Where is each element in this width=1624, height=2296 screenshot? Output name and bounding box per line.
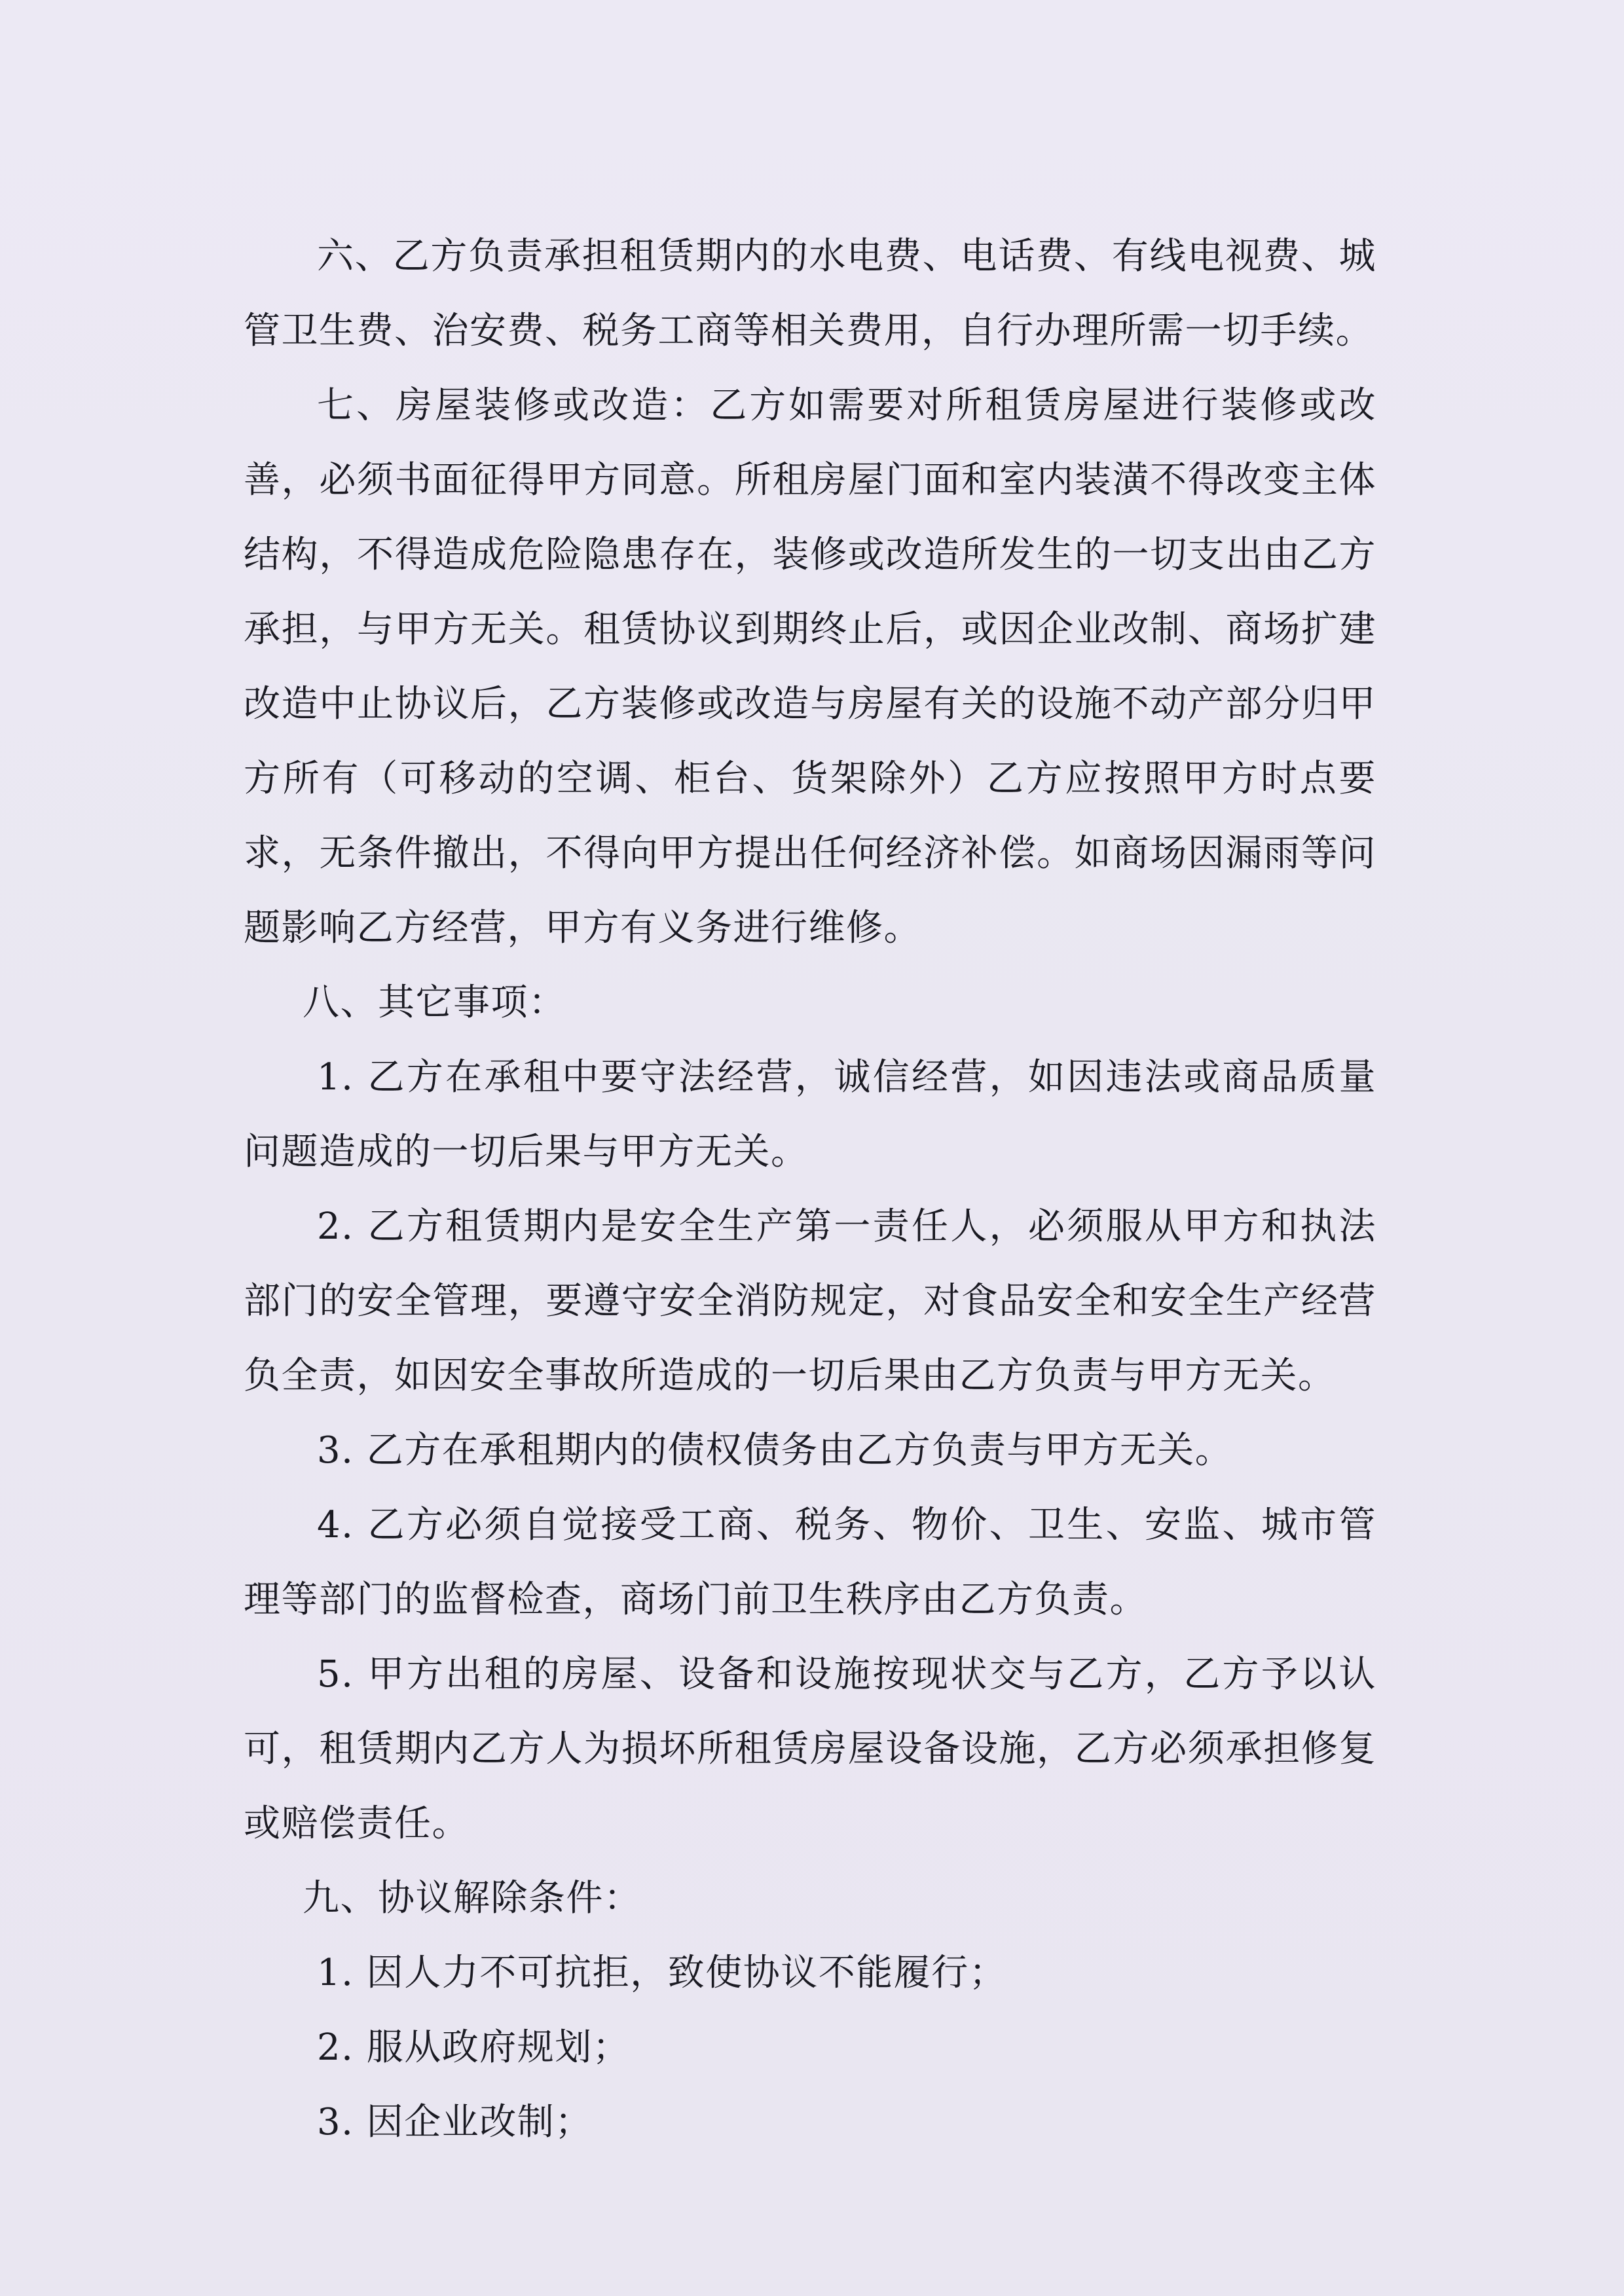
clause-8-item-1: 1. 乙方在承租中要守法经营，诚信经营，如因违法或商品质量问题造成的一切后果与甲方无关。 [244, 1056, 1376, 1173]
clause-7-paragraph: 七、房屋装修或改造：乙方如需要对所租赁房屋进行装修或改善，必须书面征得甲方同意。所租房屋门面和室内装潢不得改变主体结构，不得造成危险隐患存在，装修或改造所发生的一切支出由乙方承担，与甲方无关。租赁协议到期终止后，或因企业改制、商场扩建改造中止协议后，乙方装修或改造与房屋有关的设施不动产部分归甲方所有（可移动的空调、柜台、货架除外）乙方应按照甲方时点要求，无条件撤出，不得向甲方提出任何经济补偿。如商场因漏雨等问题影响乙方经营，甲方有义务进行维修。 [244, 384, 1376, 949]
clause-8-item-3: 3. 乙方在承租期内的债权债务由乙方负责与甲方无关。 [317, 1429, 1233, 1472]
clause-9-item-2: 2. 服从政府规划； [317, 2026, 631, 2069]
clause-8-item-4: 4. 乙方必须自觉接受工商、税务、物价、卫生、安监、城市管理等部门的监督检查，商场门前卫生秩序由乙方负责。 [244, 1504, 1376, 1621]
clause-9-item-3: 3. 因企业改制； [317, 2101, 593, 2143]
clause-8-heading: 八、其它事项： [303, 981, 566, 1024]
clause-8-item-2: 2. 乙方租赁期内是安全生产第一责任人，必须服从甲方和执法部门的安全管理，要遵守安全消防规定，对食品安全和安全生产经营负全责，如因安全事故所造成的一切后果由乙方负责与甲方无关。 [244, 1205, 1376, 1397]
clause-8-item-5: 5. 甲方出租的房屋、设备和设施按现状交与乙方，乙方予以认可，租赁期内乙方人为损坏所租赁房屋设备设施，乙方必须承担修复或赔偿责任。 [244, 1653, 1376, 1845]
document-body [244, 219, 1376, 2160]
clause-6-paragraph: 六、乙方负责承担租赁期内的水电费、电话费、有线电视费、城管卫生费、治安费、税务工商等相关费用，自行办理所需一切手续。 [244, 235, 1376, 352]
clause-9-item-1: 1. 因人力不可抗拒，致使协议不能履行； [317, 1952, 1007, 1994]
clause-9-heading: 九、协议解除条件： [303, 1877, 642, 1920]
